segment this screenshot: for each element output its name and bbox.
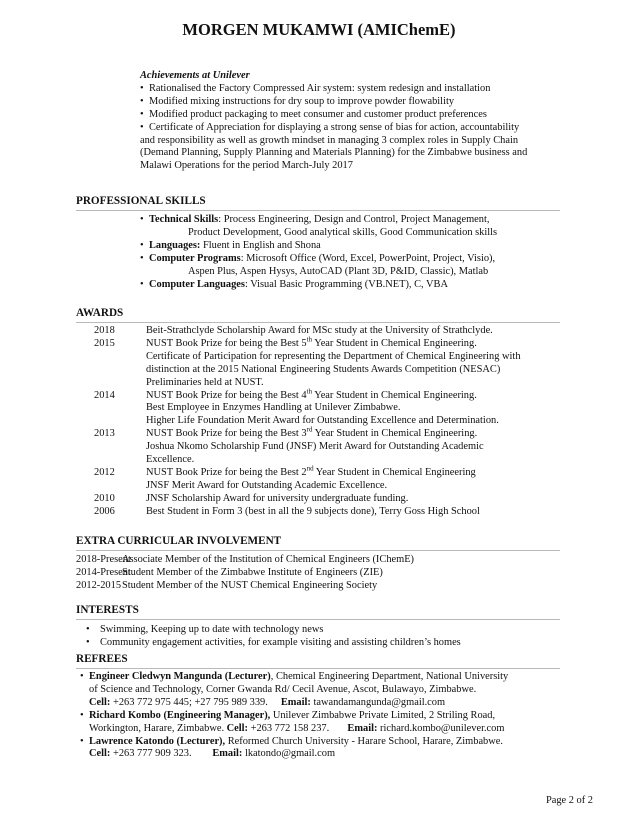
page-number: Page 2 of 2 (545, 795, 593, 806)
period: 2018-Present (76, 554, 131, 565)
referee-contact: Cell: +263 772 975 445; +27 795 989 339. Email: tawandamangunda@gmail.com (89, 696, 446, 708)
list-item (86, 624, 566, 637)
bullet-icon: • (140, 278, 144, 290)
skill-label: Languages: (149, 239, 201, 251)
award-row (76, 454, 596, 467)
skill-text: : Microsoft Office (Word, Excel, PowerPoint, Project, Visio), (240, 252, 496, 264)
award-text: NUST Book Prize for being the Best 5th Year Student in Chemical Engineering. (146, 335, 477, 349)
section-heading-awards: AWARDS (76, 306, 560, 323)
award-row (76, 351, 596, 364)
achievement-text: Modified mixing instructions for dry soup to improve powder flowability (149, 95, 455, 107)
period: 2014-Present (76, 566, 131, 578)
referee-text: Reformed Church University - Harare School, Harare, Zimbabwe. (225, 735, 503, 747)
award-row (76, 506, 596, 519)
interest-text: Swimming, Keeping up to date with technology news (100, 624, 324, 635)
bullet-icon: • (80, 709, 84, 721)
award-row (76, 425, 596, 441)
membership-text: Student Member of the Zimbabwe Institute of Engineers (ZIE) (122, 566, 383, 578)
award-row (76, 387, 596, 403)
achievements-heading: Achievements at Unilever (140, 70, 250, 81)
award-year: 2006 (94, 505, 115, 517)
award-year: 2015 (94, 337, 115, 349)
bullet-icon: • (140, 252, 144, 264)
list-item (80, 736, 600, 749)
award-text: Excellence. (146, 454, 195, 466)
skill-text: : Visual Basic Programming (VB.NET), C, VBA (244, 278, 448, 290)
section-heading-extracurricular: EXTRA CURRICULAR INVOLVEMENT (76, 534, 560, 551)
list-item (76, 567, 576, 580)
award-row (76, 377, 596, 390)
award-row (76, 464, 596, 480)
skill-label: Technical Skills (149, 214, 219, 225)
award-text: JNSF Scholarship Award for university undergraduate funding. (146, 492, 409, 504)
achievements-block (140, 70, 610, 173)
list-item (140, 240, 580, 253)
section-heading-skills: PROFESSIONAL SKILLS (76, 194, 560, 211)
award-text: NUST Book Prize for being the Best 3rd Year Student in Chemical Engineering. (146, 425, 478, 440)
bullet-icon: • (86, 636, 90, 648)
list-item (140, 214, 580, 227)
award-row (76, 364, 596, 377)
award-row (76, 325, 596, 338)
bullet-icon: • (80, 671, 84, 682)
skill-text: Product Development, Good analytical skills, Good Communication skills (188, 226, 498, 238)
award-text: distinction at the 2015 National Engineering Students Awards Competition (NESAC) (146, 363, 501, 375)
award-text: JNSF Merit Award for Outstanding Academic Excellence. (146, 479, 388, 491)
skills-block (140, 214, 580, 291)
certificate-text: Malawi Operations for the period March-July 2017 (140, 160, 353, 172)
list-item (140, 83, 610, 96)
award-row (76, 480, 596, 493)
award-text: Joshua Nkomo Scholarship Fund (JNSF) Merit Award for Outstanding Academic (146, 441, 484, 453)
list-item (140, 96, 610, 109)
skill-text: Aspen Plus, Aspen Hysys, AutoCAD (Plant 3D, P&ID, Classic), Matlab (188, 265, 489, 277)
award-text: NUST Book Prize for being the Best 4th Year Student in Chemical Engineering. (146, 387, 477, 401)
list-item (76, 580, 576, 593)
bullet-icon: • (140, 95, 144, 107)
skill-label: Computer Programs (149, 252, 241, 264)
referee-contact: Workington, Harare, Zimbabwe. Cell: +263 772 158 237. Email: richard.kombo@unilever.com (89, 722, 505, 734)
bullet-icon: • (140, 121, 144, 133)
award-row (76, 493, 596, 506)
membership-text: Associate Member of the Institution of Chemical Engineers (IChemE) (122, 554, 415, 565)
bullet-icon: • (86, 624, 90, 635)
award-text: Higher Life Foundation Merit Award for Outstanding Excellence and Determination. (146, 415, 499, 427)
list-item (140, 253, 580, 266)
section-heading-referees: REFREES (76, 652, 560, 669)
list-item (140, 122, 610, 135)
referee-contact: Cell: +263 777 909 323. Email: lkatondo@gmail.com (89, 748, 336, 760)
award-row (76, 441, 596, 454)
award-year: 2014 (94, 389, 115, 401)
award-text: Certificate of Participation for representing the Department of Chemical Engineering with (146, 350, 521, 362)
bullet-icon: • (140, 108, 144, 120)
achievement-text: Rationalised the Factory Compressed Air system: system redesign and installation (149, 82, 491, 94)
extracurricular-block (76, 554, 576, 593)
membership-text: Student Member of the NUST Chemical Engineering Society (122, 579, 378, 591)
period: 2012-2015 (76, 579, 122, 591)
bullet-icon: • (140, 82, 144, 94)
list-item (76, 554, 576, 567)
referee-name: Richard Kombo (Engineering Manager), (89, 709, 271, 721)
list-item (80, 710, 600, 723)
award-year: 2012 (94, 466, 115, 478)
bullet-icon: • (140, 239, 144, 251)
achievement-text: Modified product packaging to meet consumer and customer product preferences (149, 108, 487, 120)
list-item (140, 279, 580, 292)
awards-block (76, 325, 596, 519)
interest-text: Community engagement activities, for example visiting and assisting children’s homes (100, 636, 461, 648)
award-text: NUST Book Prize for being the Best 2nd Year Student in Chemical Engineering (146, 464, 476, 478)
referee-name: Engineer Cledwyn Mangunda (Lecturer) (89, 671, 271, 682)
award-text: Best Student in Form 3 (best in all the 9 subjects done), Terry Goss High School (146, 505, 480, 517)
bullet-icon: • (80, 735, 84, 747)
skill-text: : Process Engineering, Design and Control, Project Management, (218, 214, 490, 225)
interests-block (86, 624, 566, 650)
bullet-icon: • (140, 214, 144, 225)
list-item (80, 671, 600, 684)
award-year: 2010 (94, 492, 115, 504)
award-text: Best Employee in Enzymes Handling at Unilever Zimbabwe. (146, 402, 401, 414)
award-text: Beit-Strathclyde Scholarship Award for MSc study at the University of Strathclyde. (146, 325, 493, 336)
referees-block (80, 671, 600, 761)
list-item (86, 637, 566, 650)
referee-name: Lawrence Katondo (Lecturer), (89, 735, 226, 747)
award-text: Preliminaries held at NUST. (146, 376, 264, 388)
award-year: 2013 (94, 428, 115, 440)
list-item (140, 109, 610, 122)
referee-text: of Science and Technology, Corner Gwanda Rd/ Cecil Avenue, Ascot, Bulawayo, Zimbabwe. (89, 683, 477, 695)
award-row (76, 335, 596, 351)
certificate-text: (Demand Planning, Supply Planning and Materials Planning) for the Zimbabwe business and (140, 147, 528, 159)
award-year: 2018 (94, 325, 115, 336)
referee-text: Unilever Zimbabwe Private Limited, 2 Striling Road, (270, 709, 496, 721)
section-heading-interests: INTERESTS (76, 603, 560, 620)
page-title: MORGEN MUKAMWI (AMIChemE) (182, 20, 456, 39)
skill-label: Computer Languages (149, 278, 245, 290)
referee-text: , Chemical Engineering Department, National University (270, 671, 509, 682)
award-row (76, 402, 596, 415)
certificate-text: and responsibility as well as growth mindset in managing 3 complex roles in Supply Chain (140, 134, 519, 146)
skill-text: Fluent in English and Shona (200, 239, 321, 251)
certificate-text: Certificate of Appreciation for displaying a strong sense of bias for action, accountability (149, 121, 520, 133)
award-row (76, 415, 596, 428)
